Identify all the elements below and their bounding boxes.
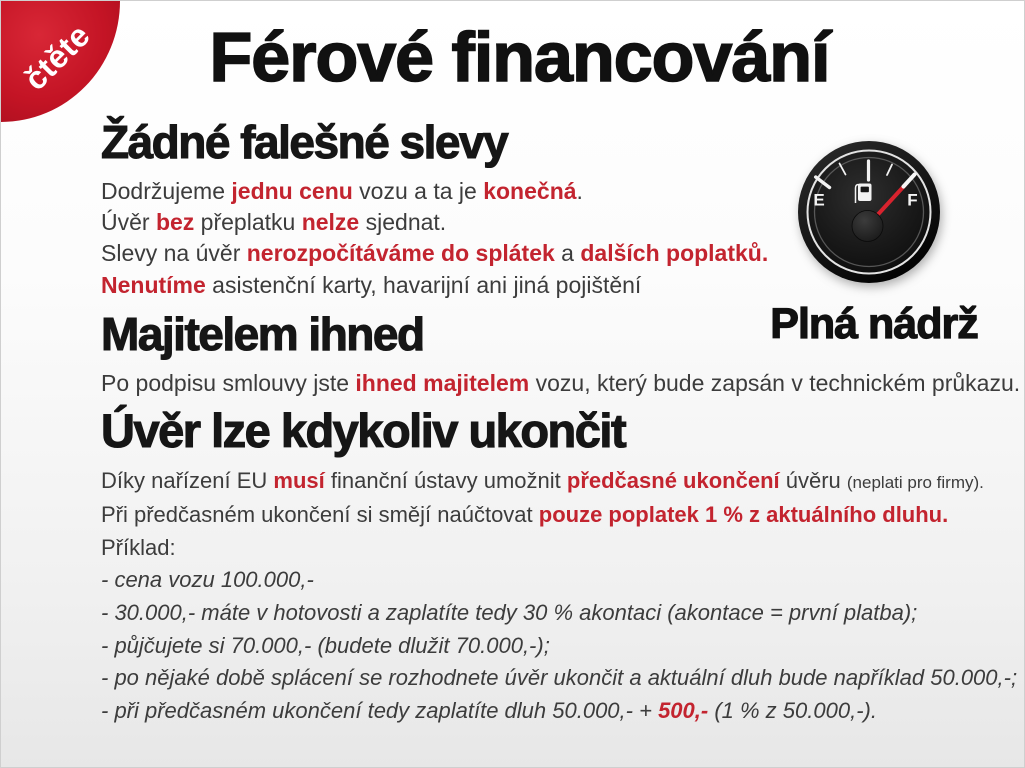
text-segment: 500,- bbox=[658, 697, 709, 723]
section-lines bbox=[101, 368, 1020, 399]
text-segment: . bbox=[576, 177, 583, 204]
text-segment: nelze bbox=[301, 208, 360, 235]
text-segment: bez bbox=[155, 208, 195, 235]
read-badge-label: čtěte bbox=[16, 16, 97, 97]
text-line bbox=[101, 564, 1017, 597]
text-line bbox=[101, 465, 1017, 500]
text-segment: - při předčasném ukončení tedy zaplatíte dluh 50.000,- + bbox=[101, 697, 659, 723]
text-segment: - po nějaké době splácení se rozhodnete úvěr ukončit a aktuální dluh bude například 50.000,-; bbox=[101, 665, 1018, 691]
text-line bbox=[101, 207, 768, 238]
text-segment: vozu a ta je bbox=[352, 177, 484, 204]
text-segment: pouze poplatek 1 % z aktuálního dluhu. bbox=[538, 502, 949, 528]
text-line bbox=[101, 499, 1017, 532]
text-segment: předčasné ukončení bbox=[566, 467, 780, 493]
gauge-empty-label: E bbox=[813, 190, 825, 210]
text-segment: jednu cenu bbox=[231, 177, 353, 204]
section-heading: Úvěr lze kdykoliv ukončit bbox=[101, 404, 626, 457]
section-no-fake-discounts bbox=[101, 117, 768, 301]
text-segment: (1 % z 50.000,-). bbox=[708, 697, 877, 723]
text-segment: Příklad: bbox=[101, 534, 176, 560]
gauge-caption: Plná nádrž bbox=[770, 300, 978, 348]
text-segment: (neplati pro firmy). bbox=[846, 472, 984, 492]
text-line bbox=[101, 597, 1017, 630]
text-segment: úvěru bbox=[779, 467, 847, 493]
text-line bbox=[101, 532, 1017, 565]
text-segment: dalších poplatků. bbox=[580, 240, 769, 267]
section-loan-termination bbox=[101, 405, 1017, 727]
text-segment: finanční ústavy umožnit bbox=[324, 467, 567, 493]
text-segment: - 30.000,- máte v hotovosti a zaplatíte tedy 30 % akontaci (akontace = první platba); bbox=[101, 600, 918, 625]
text-segment: nerozpočítáváme do splátek bbox=[246, 240, 555, 267]
gauge-knob bbox=[852, 211, 883, 242]
text-segment: Při předčasném ukončení si smějí naúčtovat bbox=[101, 502, 539, 528]
text-line bbox=[101, 695, 1017, 728]
text-segment: - cena vozu 100.000,- bbox=[101, 567, 314, 593]
text-segment: a bbox=[554, 240, 581, 267]
text-segment: vozu, který bude zapsán v technickém průkazu. bbox=[529, 369, 1021, 396]
text-segment: Nenutíme bbox=[101, 271, 206, 298]
text-line bbox=[101, 368, 1020, 399]
text-segment: Dodržujeme bbox=[101, 177, 232, 204]
text-segment: musí bbox=[273, 467, 325, 493]
text-segment: Díky nařízení EU bbox=[101, 467, 274, 493]
text-segment: sjednat. bbox=[359, 208, 447, 235]
text-line bbox=[101, 176, 768, 207]
text-line bbox=[101, 630, 1017, 663]
gauge-full-label: F bbox=[907, 190, 918, 210]
text-segment: konečná bbox=[483, 177, 577, 204]
text-segment: ihned majitelem bbox=[355, 369, 530, 396]
text-segment: Úvěr bbox=[101, 208, 156, 235]
text-segment: Slevy na úvěr bbox=[101, 240, 247, 267]
text-line bbox=[101, 662, 1017, 695]
section-heading: Žádné falešné slevy bbox=[101, 116, 508, 168]
page-title: Férové financování bbox=[209, 18, 830, 96]
text-segment: asistenční karty, havarijní ani jiná pojištění bbox=[205, 271, 642, 298]
text-line bbox=[101, 238, 768, 269]
section-lines bbox=[101, 465, 1017, 728]
text-line bbox=[101, 270, 768, 301]
section-heading: Majitelem ihned bbox=[101, 308, 424, 360]
text-segment: - půjčujete si 70.000,- (budete dlužit 70.000,-); bbox=[101, 632, 550, 658]
section-lines bbox=[101, 176, 768, 302]
text-segment: přeplatku bbox=[194, 208, 302, 235]
text-segment: Po podpisu smlouvy jste bbox=[101, 369, 356, 396]
fuel-gauge-icon bbox=[794, 137, 944, 287]
